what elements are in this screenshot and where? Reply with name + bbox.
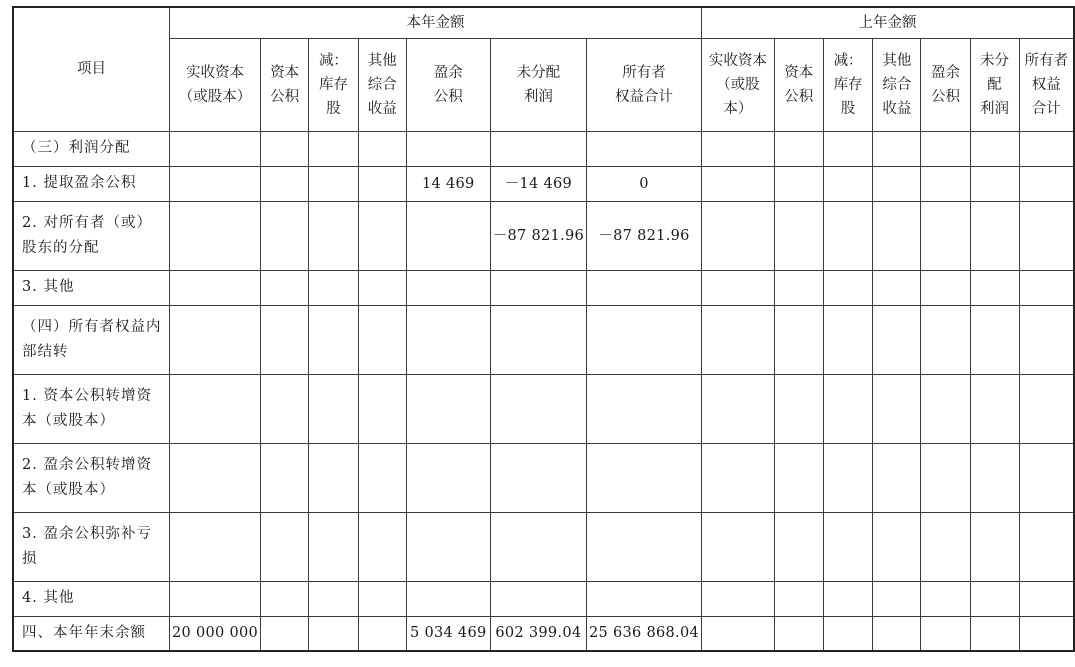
- table-cell: [170, 581, 261, 616]
- previous-total-equity-header: 所有者 权益 合计: [1019, 38, 1074, 131]
- table-cell: [970, 581, 1019, 616]
- table-cell: [702, 616, 775, 651]
- table-cell: [823, 374, 873, 443]
- table-row: [13, 581, 1074, 616]
- table-cell: [1019, 512, 1074, 581]
- table-cell: [358, 131, 406, 166]
- table-cell: [1019, 581, 1074, 616]
- table-cell: [309, 270, 359, 305]
- table-row: [13, 166, 1074, 201]
- table-cell: [406, 512, 490, 581]
- table-row: [13, 616, 1074, 651]
- table-cell: [587, 270, 702, 305]
- table-cell: [921, 131, 970, 166]
- current-capital-reserve-header: 资本 公积: [261, 38, 309, 131]
- table-cell: [170, 305, 261, 374]
- table-cell: [406, 131, 490, 166]
- previous-oci-header: 其他 综合 收益: [873, 38, 921, 131]
- table-cell: [921, 443, 970, 512]
- table-cell: [358, 270, 406, 305]
- row-label: （四）所有者权益内部结转: [13, 305, 170, 374]
- table-cell: [873, 166, 921, 201]
- table-cell: [309, 305, 359, 374]
- table-cell: [823, 305, 873, 374]
- table-cell: [921, 512, 970, 581]
- table-cell: [406, 443, 490, 512]
- table-row: [13, 374, 1074, 443]
- row-label: 4. 其他: [13, 581, 170, 616]
- table-cell: －87 821.96: [490, 201, 586, 270]
- table-cell: [587, 131, 702, 166]
- table-cell: [170, 201, 261, 270]
- table-cell: [170, 166, 261, 201]
- table-cell: [774, 131, 823, 166]
- row-label: （三）利润分配: [13, 131, 170, 166]
- table-cell: 0: [587, 166, 702, 201]
- table-cell: [702, 131, 775, 166]
- table-cell: [358, 581, 406, 616]
- table-cell: [170, 443, 261, 512]
- table-cell: [261, 512, 309, 581]
- table-cell: [970, 166, 1019, 201]
- previous-undistributed-profit-header: 未分配 利润: [970, 38, 1019, 131]
- table-cell: [921, 581, 970, 616]
- table-cell: [358, 201, 406, 270]
- table-cell: [873, 305, 921, 374]
- table-cell: [1019, 166, 1074, 201]
- row-label: 1. 资本公积转增资本（或股本）: [13, 374, 170, 443]
- row-label: 3. 其他: [13, 270, 170, 305]
- table-cell: [406, 305, 490, 374]
- table-cell: [358, 166, 406, 201]
- table-row: [13, 305, 1074, 374]
- table-cell: [702, 166, 775, 201]
- table-cell: [702, 374, 775, 443]
- table-cell: [774, 443, 823, 512]
- row-label: 2. 对所有者（或）股东的分配: [13, 201, 170, 270]
- table-cell: [358, 616, 406, 651]
- table-cell: [702, 443, 775, 512]
- current-treasury-stock-header: 减： 库存 股: [309, 38, 359, 131]
- table-cell: [702, 305, 775, 374]
- table-cell: [774, 166, 823, 201]
- table-cell: [873, 201, 921, 270]
- table-row: [13, 270, 1074, 305]
- table-cell: [921, 374, 970, 443]
- table-cell: [921, 270, 970, 305]
- table-cell: [873, 270, 921, 305]
- equity-changes-table: [12, 6, 1075, 652]
- table-cell: [587, 512, 702, 581]
- table-cell: [261, 443, 309, 512]
- table-cell: 20 000 000: [170, 616, 261, 651]
- table-cell: [587, 581, 702, 616]
- previous-capital-reserve-header: 资本 公积: [774, 38, 823, 131]
- table-cell: [406, 374, 490, 443]
- table-cell: [358, 512, 406, 581]
- table-cell: [587, 374, 702, 443]
- table-cell: [873, 616, 921, 651]
- current-oci-header: 其他 综合 收益: [358, 38, 406, 131]
- previous-year-header: 上年金额: [702, 7, 1075, 38]
- table-cell: [921, 201, 970, 270]
- table-cell: [1019, 270, 1074, 305]
- table-cell: [921, 305, 970, 374]
- table-cell: [170, 131, 261, 166]
- table-cell: [873, 512, 921, 581]
- table-cell: [490, 581, 586, 616]
- current-year-header: 本年金额: [170, 7, 702, 38]
- table-cell: 25 636 868.04: [587, 616, 702, 651]
- table-cell: 14 469: [406, 166, 490, 201]
- table-cell: [309, 581, 359, 616]
- previous-surplus-reserve-header: 盈余 公积: [921, 38, 970, 131]
- table-cell: [873, 443, 921, 512]
- table-cell: [873, 581, 921, 616]
- table-cell: [309, 131, 359, 166]
- table-cell: [406, 581, 490, 616]
- table-cell: [490, 374, 586, 443]
- table-cell: [774, 270, 823, 305]
- table-cell: [823, 270, 873, 305]
- table-cell: 602 399.04: [490, 616, 586, 651]
- table-cell: [309, 201, 359, 270]
- table-cell: [774, 305, 823, 374]
- current-undistributed-profit-header: 未分配 利润: [490, 38, 586, 131]
- table-cell: [358, 305, 406, 374]
- table-cell: [970, 616, 1019, 651]
- table-cell: [774, 201, 823, 270]
- previous-treasury-stock-header: 减： 库存 股: [823, 38, 873, 131]
- table-cell: [823, 512, 873, 581]
- table-cell: [823, 581, 873, 616]
- table-cell: [261, 305, 309, 374]
- table-cell: [587, 305, 702, 374]
- table-cell: [309, 374, 359, 443]
- table-cell: [1019, 131, 1074, 166]
- table-cell: [774, 581, 823, 616]
- table-cell: [358, 374, 406, 443]
- table-cell: 5 034 469: [406, 616, 490, 651]
- table-cell: [170, 374, 261, 443]
- table-cell: [261, 581, 309, 616]
- table-cell: [823, 131, 873, 166]
- table-cell: [970, 270, 1019, 305]
- table-cell: [1019, 305, 1074, 374]
- table-cell: －87 821.96: [587, 201, 702, 270]
- table-cell: [406, 201, 490, 270]
- row-label: 四、本年年末余额: [13, 616, 170, 651]
- current-total-equity-header: 所有者 权益合计: [587, 38, 702, 131]
- table-cell: [702, 581, 775, 616]
- table-row: [13, 512, 1074, 581]
- table-cell: [702, 201, 775, 270]
- table-row: [13, 201, 1074, 270]
- table-cell: [1019, 443, 1074, 512]
- row-label: 2. 盈余公积转增资本（或股本）: [13, 443, 170, 512]
- table-cell: [261, 131, 309, 166]
- table-cell: [970, 305, 1019, 374]
- table-cell: [490, 305, 586, 374]
- table-cell: －14 469: [490, 166, 586, 201]
- table-cell: [823, 201, 873, 270]
- table-cell: [774, 512, 823, 581]
- table-cell: [261, 616, 309, 651]
- table-cell: [490, 512, 586, 581]
- table-row: [13, 443, 1074, 512]
- table-cell: [309, 512, 359, 581]
- row-label: 1. 提取盈余公积: [13, 166, 170, 201]
- table-cell: [587, 443, 702, 512]
- table-cell: [261, 374, 309, 443]
- table-cell: [873, 131, 921, 166]
- equity-statement: [12, 6, 1075, 652]
- table-cell: [702, 512, 775, 581]
- table-cell: [309, 166, 359, 201]
- table-cell: [170, 512, 261, 581]
- table-cell: [261, 166, 309, 201]
- row-label: 3. 盈余公积弥补亏损: [13, 512, 170, 581]
- table-cell: [823, 443, 873, 512]
- table-cell: [309, 443, 359, 512]
- table-cell: [823, 166, 873, 201]
- table-cell: [1019, 201, 1074, 270]
- table-cell: [490, 270, 586, 305]
- table-cell: [921, 616, 970, 651]
- table-cell: [358, 443, 406, 512]
- previous-paid-in-capital-header: 实收资本 （或股本）: [702, 38, 775, 131]
- table-cell: [970, 201, 1019, 270]
- current-paid-in-capital-header: 实收资本 （或股本）: [170, 38, 261, 131]
- table-cell: [261, 270, 309, 305]
- current-surplus-reserve-header: 盈余 公积: [406, 38, 490, 131]
- table-cell: [309, 616, 359, 651]
- table-cell: [170, 270, 261, 305]
- table-cell: [490, 131, 586, 166]
- table-cell: [702, 270, 775, 305]
- table-cell: [970, 512, 1019, 581]
- table-cell: [970, 131, 1019, 166]
- table-cell: [490, 443, 586, 512]
- table-cell: [774, 616, 823, 651]
- table-cell: [406, 270, 490, 305]
- item-column-header: 项目: [13, 7, 170, 131]
- table-cell: [774, 374, 823, 443]
- table-cell: [921, 166, 970, 201]
- table-cell: [1019, 616, 1074, 651]
- table-cell: [261, 201, 309, 270]
- table-cell: [1019, 374, 1074, 443]
- table-cell: [823, 616, 873, 651]
- table-row: [13, 131, 1074, 166]
- table-cell: [970, 374, 1019, 443]
- table-cell: [970, 443, 1019, 512]
- table-cell: [873, 374, 921, 443]
